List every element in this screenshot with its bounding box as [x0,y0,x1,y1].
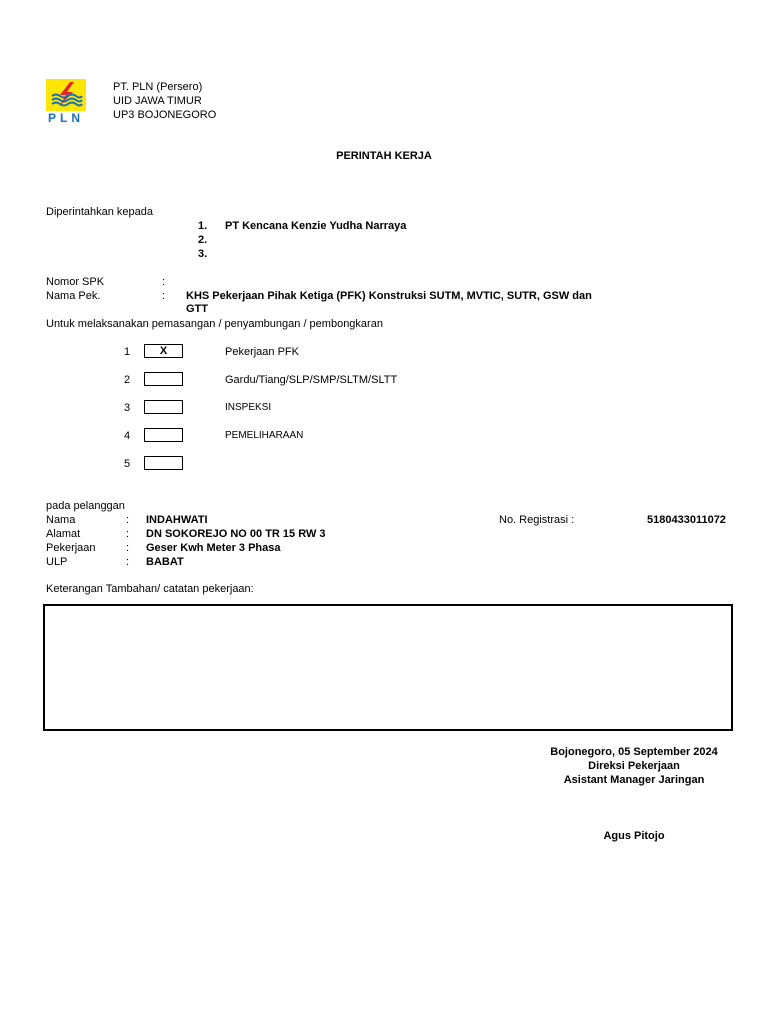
option-label-2: Gardu/Tiang/SLP/SMP/SLTM/SLTT [225,374,398,386]
nama-pek-value-line1: KHS Pekerjaan Pihak Ketiga (PFK) Konstruksi SUTM, MVTIC, SUTR, GSW dan [186,290,592,302]
signature-role-2: Asistant Manager Jaringan [563,774,705,786]
option-checkbox-4[interactable] [144,428,183,442]
customer-address-value: DN SOKOREJO NO 00 TR 15 RW 3 [146,528,326,540]
option-checkbox-2[interactable] [144,372,183,386]
signature-name: Agus Pitojo [603,830,665,842]
pln-lightning-icon [46,79,86,111]
option-label-3: INSPEKSI [225,402,272,413]
option-checkbox-3[interactable] [144,400,183,414]
customer-heading: pada pelanggan [46,500,125,512]
option-num-1: 1 [124,346,131,358]
notes-label: Keterangan Tambahan/ catatan pekerjaan: [46,583,254,595]
colon: : [126,556,130,568]
assignee-num-1: 1. [198,220,208,232]
customer-ulp-label: ULP [46,556,68,568]
registrasi-value: 5180433011072 [647,514,726,526]
customer-ulp-value: BABAT [146,556,184,568]
customer-job-label: Pekerjaan [46,542,96,554]
page-title: PERINTAH KERJA [336,150,432,162]
colon: : [126,514,130,526]
colon: : [126,528,130,540]
logo-text: PLN [48,111,84,125]
notes-box[interactable] [43,604,733,731]
nama-pek-value-line2: GTT [186,303,208,315]
customer-name-label: Nama [46,514,76,526]
option-label-1: Pekerjaan PFK [225,346,299,358]
assignee-name-1: PT Kencana Kenzie Yudha Narraya [225,220,407,232]
registrasi-label: No. Registrasi : [499,514,575,526]
option-num-3: 3 [124,402,131,414]
assignee-label: Diperintahkan kepada [46,206,154,218]
option-checkbox-1[interactable]: X [144,344,183,358]
signature-role-1: Direksi Pekerjaan [588,760,680,772]
nomor-spk-label: Nomor SPK [46,276,105,288]
option-num-4: 4 [124,430,131,442]
pln-logo [45,79,87,125]
colon: : [126,542,130,554]
org-unit: UP3 BOJONEGORO [113,109,217,121]
nama-pek-label: Nama Pek. [46,290,101,302]
org-region: UID JAWA TIMUR [113,95,202,107]
colon: : [162,290,166,302]
assignee-num-2: 2. [198,234,208,246]
assignee-num-3: 3. [198,248,208,260]
purpose-text: Untuk melaksanakan pemasangan / penyambungan / pembongkaran [46,318,383,330]
customer-address-label: Alamat [46,528,81,540]
colon: : [162,276,166,288]
signature-place-date: Bojonegoro, 05 September 2024 [550,746,718,758]
customer-job-value: Geser Kwh Meter 3 Phasa [146,542,281,554]
customer-name-value: INDAHWATI [146,514,208,526]
option-num-2: 2 [124,374,131,386]
org-name: PT. PLN (Persero) [113,81,203,93]
option-checkbox-5[interactable] [144,456,183,470]
option-label-4: PEMELIHARAAN [225,430,304,441]
option-num-5: 5 [124,458,131,470]
